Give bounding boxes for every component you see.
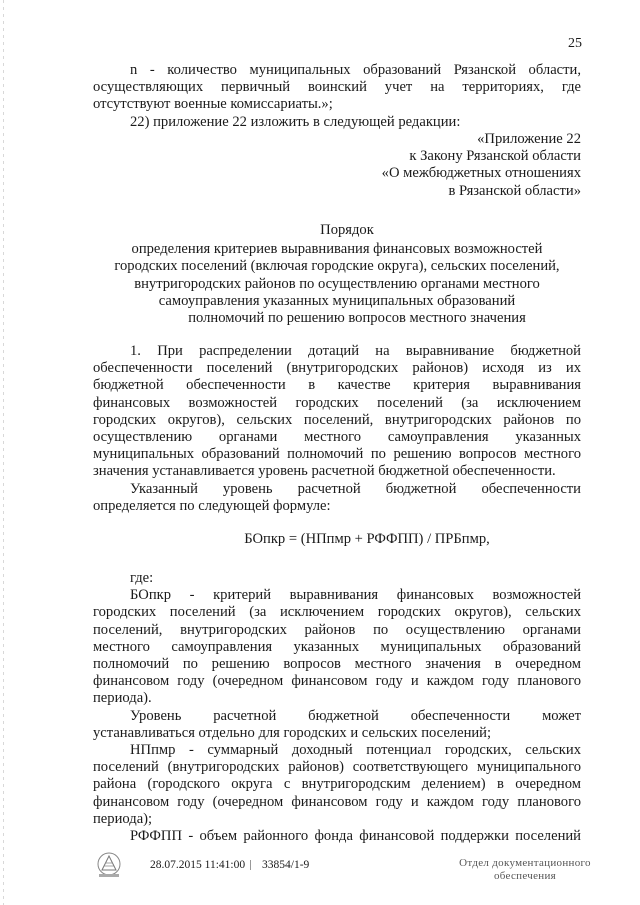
text-line: финансовом году (очередном финансовом году и каждом году планового xyxy=(93,673,581,690)
text-line: городских поселений (за исключением городских округов), сельских xyxy=(93,604,581,621)
appendix-line: «О межбюджетных отношениях xyxy=(381,165,581,182)
item-22-line: 22) приложение 22 изложить в следующей редакции: xyxy=(130,113,461,130)
text-line: Уровень расчетной бюджетной обеспеченности может xyxy=(130,707,581,724)
intro-block xyxy=(93,62,581,131)
text-line: поселений (внутригородских районов) соответствующего муниципального xyxy=(93,759,581,776)
office-line: обеспечения xyxy=(493,870,557,882)
text-line: НПпмр - суммарный доходный потенциал городских, сельских xyxy=(130,742,581,759)
text-line: городских округов), сельских поселений, внутригородских районов по xyxy=(93,411,581,428)
text-line: периода); xyxy=(93,810,153,827)
appendix-line: «Приложение 22 xyxy=(477,131,581,147)
registration-number: 33854/1-9 xyxy=(262,859,310,871)
definitions-block xyxy=(93,570,581,845)
heading-line: самоуправления указанных муниципальных образований xyxy=(158,292,516,309)
scan-edge-line xyxy=(3,0,4,905)
text-line: Указанный уровень расчетной бюджетной обеспеченности xyxy=(130,480,581,497)
text-line: устанавливаться отдельно для городских и сельских поселений; xyxy=(93,724,492,741)
page-number: 25 xyxy=(568,36,582,51)
section-heading xyxy=(80,222,594,327)
office-line: Отдел документационного xyxy=(459,857,591,869)
text-line: финансовых возможностей городских поселений (за исключением xyxy=(93,394,581,411)
heading-line: городских поселений (включая городские округа), сельских поселений, xyxy=(114,258,560,275)
text-line: значения устанавливается уровень расчетной бюджетной обеспеченности. xyxy=(93,463,556,480)
office-stamp xyxy=(450,857,600,883)
text-line: 1. При распределении дотаций на выравнивание бюджетной xyxy=(130,343,581,359)
text-line: района (городского округа с внутригородским делением) в очередном xyxy=(93,776,581,793)
text-line: РФФПП - объем районного фонда финансовой поддержки поселений xyxy=(130,828,581,845)
text-line: полномочий по решению вопросов местного значения в очередном xyxy=(93,656,581,673)
heading-title: Порядок xyxy=(320,222,374,238)
footer xyxy=(0,857,640,897)
text-line: БОпкр - критерий выравнивания финансовых возможностей xyxy=(130,587,581,604)
where-label: где: xyxy=(130,570,154,586)
text-line: финансовом году (очередном финансовом году и каждом году планового xyxy=(93,793,581,810)
registration-date: 28.07.2015 11:41:00 xyxy=(150,859,246,871)
heading-line: определения критериев выравнивания финансовых возможностей xyxy=(131,241,543,258)
text-line: осуществляющих первичный воинский учет на территориях, где xyxy=(93,79,581,96)
heading-line: внутригородских районов по осуществлению органами местного xyxy=(134,275,540,292)
text-line: местного самоуправления указанных муниципальных образований xyxy=(93,638,581,655)
text-line: периода). xyxy=(93,690,152,707)
paragraph-1 xyxy=(93,343,581,515)
appendix-reference xyxy=(93,131,581,200)
text-line: поселений, внутригородских районов по осуществлению органами xyxy=(93,621,581,638)
text-line: осуществлению органами местного самоуправления указанных xyxy=(93,429,581,446)
text-line: бюджетной обеспеченности в качестве критерия выравнивания xyxy=(93,377,581,394)
text-line: отсутствуют военные комиссариаты.»; xyxy=(93,96,333,113)
appendix-line: к Закону Рязанской области xyxy=(409,148,581,165)
text-line: муниципальных образований полномочий по решению вопросов местного xyxy=(93,446,581,463)
formula: БОпкр = (НПпмр + РФФПП) / ПРБпмр, xyxy=(244,531,490,547)
text-line: определяется по следующей формуле: xyxy=(93,497,331,514)
appendix-line: в Рязанской области» xyxy=(448,182,581,199)
text-line: n - количество муниципальных образований Рязанской области, xyxy=(130,62,581,78)
footer-divider xyxy=(250,860,251,870)
text-line: обеспеченности поселений (внутригородских районов) исходя из их xyxy=(93,360,581,377)
heading-line: полномочий по решению вопросов местного значения xyxy=(188,310,526,327)
